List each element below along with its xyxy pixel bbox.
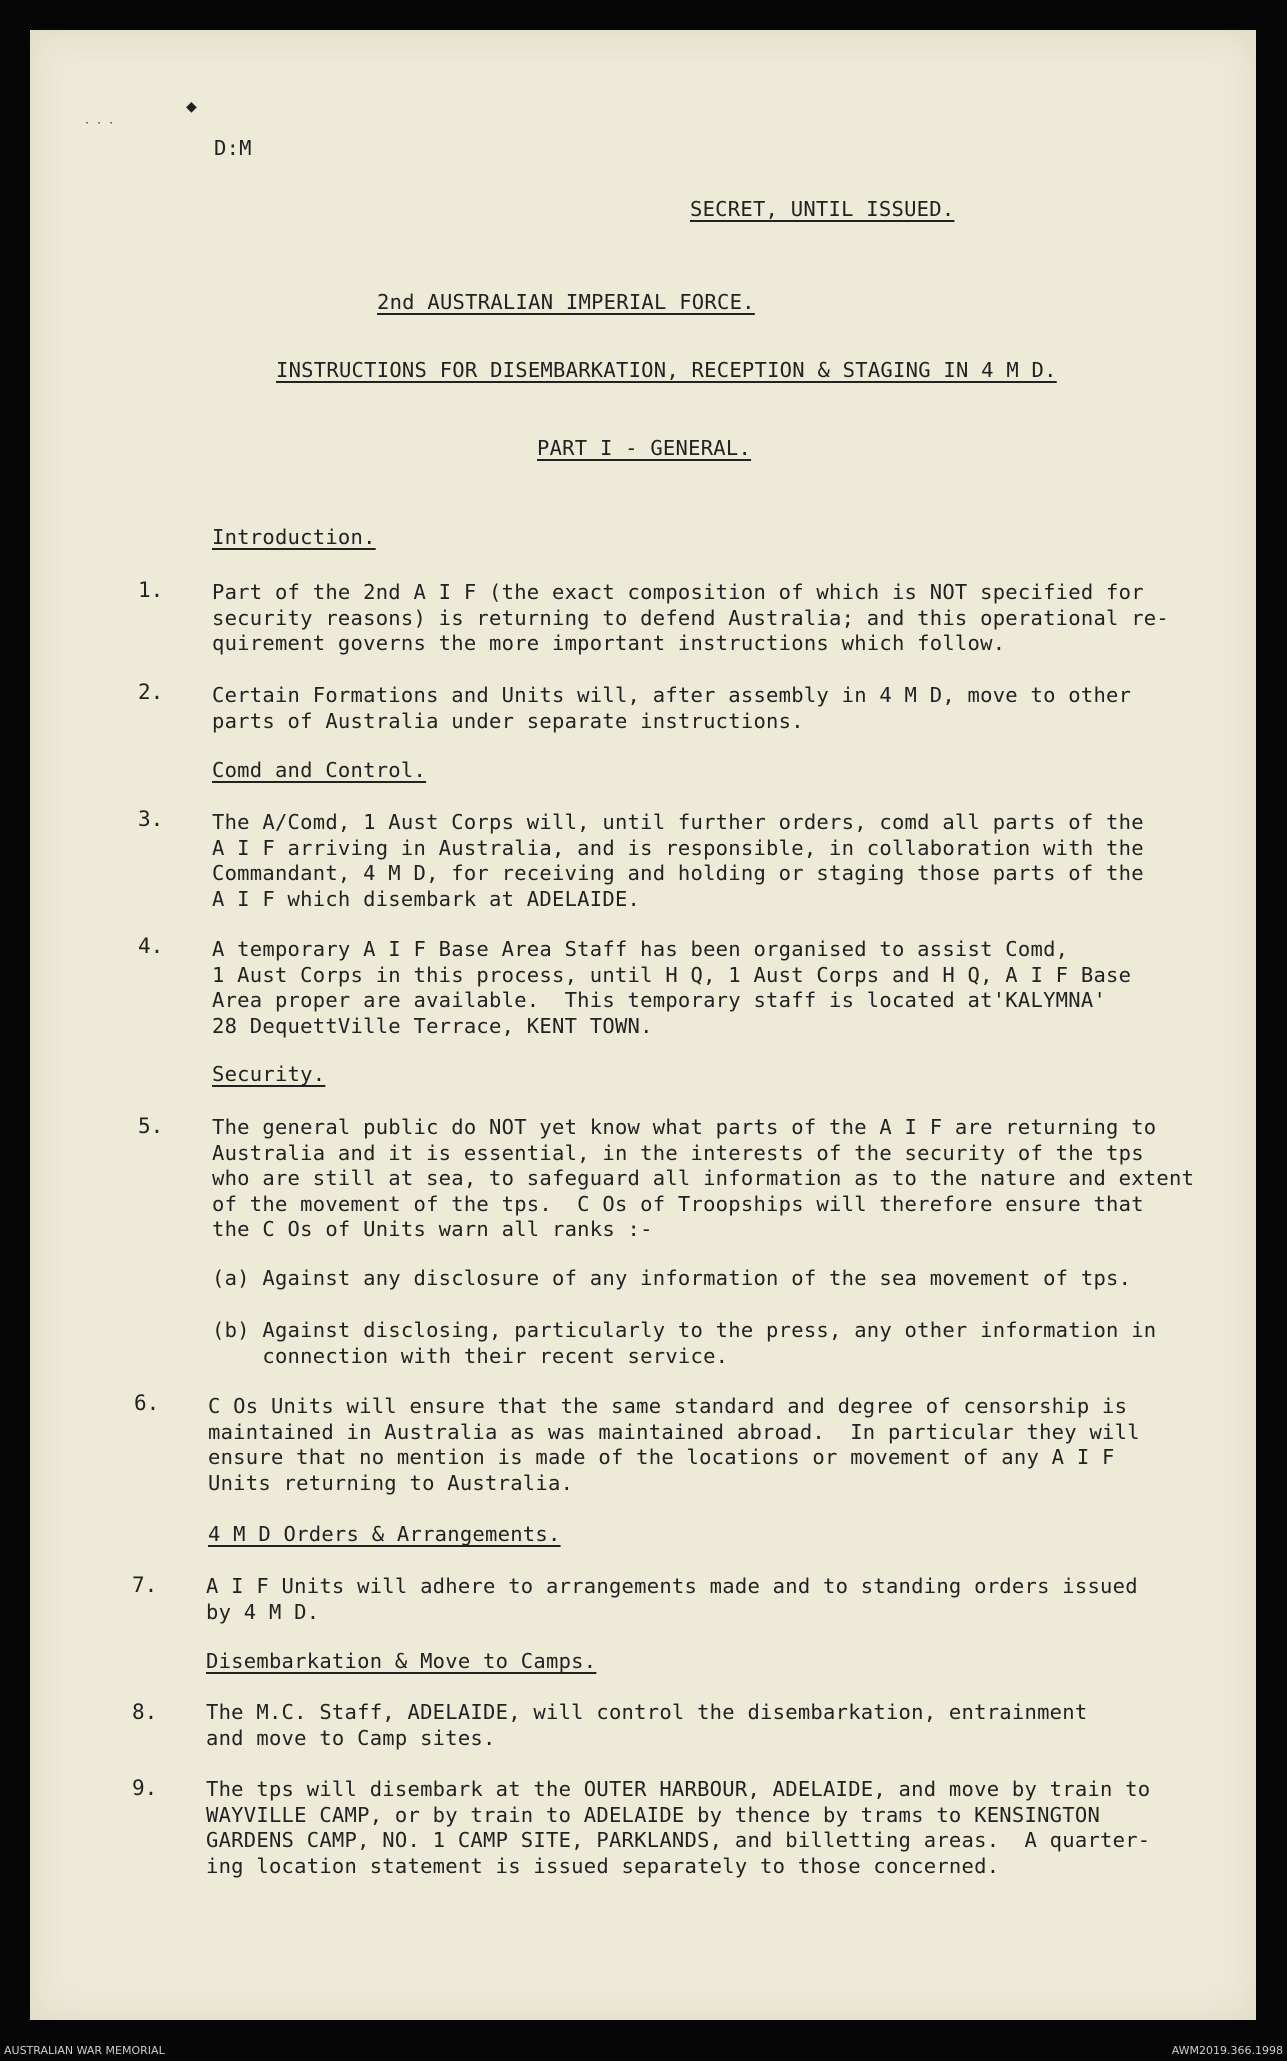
section-heading-orders: 4 M D Orders & Arrangements. [208,1522,561,1546]
ink-mark: · · · [84,118,115,129]
paragraph-number: 8. [132,1700,158,1724]
classification: SECRET, UNTIL ISSUED. [690,197,955,221]
sub-paragraph-a: (a) Against any disclosure of any information of the sea movement of tps. [212,1266,1132,1290]
paragraph-number: 4. [138,934,164,958]
sub-paragraph-b: (b) Against disclosing, particularly to the press, any other information in connection with their recent service. [212,1318,1157,1368]
paragraph-text: The A/Comd, 1 Aust Corps will, until further orders, comd all parts of the A I F arriving in Australia, and is responsible, in collaboration with the Commandant, 4 M D, for receiving and holding or staging those parts of the A I F which disembark at ADELAIDE. [212,810,1144,911]
paragraph-text: C Os Units will ensure that the same standard and degree of censorship is maintained in Australia as was maintained abroad. In particular they will ensure that no mention is made of the locations or movement of any A I F Units returning to Australia. [208,1394,1140,1495]
paragraph-number: 2. [138,680,164,704]
document-subtitle: INSTRUCTIONS FOR DISEMBARKATION, RECEPTION & STAGING IN 4 M D. [276,358,1057,382]
paragraph-text: The general public do NOT yet know what parts of the A I F are returning to Australia and it is essential, in the interests of the security of the tps who are still at sea, to safeguard all information as to the nature and extent of the movement of the tps. C Os of Troopships will therefore ensure that the C Os of Units warn all ranks :- [212,1115,1195,1241]
paragraph-text: The M.C. Staff, ADELAIDE, will control the disembarkation, entrainment and move to Camp sites. [206,1700,1088,1750]
paragraph-number: 5. [138,1114,164,1138]
paragraph-number: 1. [138,578,164,602]
paragraph-number: 7. [132,1573,158,1597]
paragraph-number: 9. [132,1776,158,1800]
document-title: 2nd AUSTRALIAN IMPERIAL FORCE. [377,290,755,314]
paragraph-text: A I F Units will adhere to arrangements made and to standing orders issued by 4 M D. [206,1574,1138,1624]
footer-credit: AUSTRALIAN WAR MEMORIAL [4,2044,165,2057]
ink-mark: ◆ [186,96,197,117]
part-heading: PART I - GENERAL. [537,436,752,460]
paragraph-text: The tps will disembark at the OUTER HARBOUR, ADELAIDE, and move by train to WAYVILLE CAMP, or by train to ADELAIDE by thence by trams to KENSINGTON GARDENS CAMP, NO. 1 CAMP SITE, PARKLANDS, and billetting areas. A quarter- ing location statement is issued separately to those concerned. [206,1777,1151,1878]
section-heading-disembarkation: Disembarkation & Move to Camps. [206,1649,597,1673]
document-ref: D:M [214,136,252,160]
footer-accession: AWM2019.366.1998 [1171,2044,1283,2057]
section-heading-comd: Comd and Control. [212,758,427,782]
paragraph-number: 6. [134,1391,160,1415]
section-heading-introduction: Introduction. [212,525,376,549]
paragraph-text: A temporary A I F Base Area Staff has been organised to assist Comd, 1 Aust Corps in this process, until H Q, 1 Aust Corps and H Q, A I F Base Area proper are available. This temporary staff is located at'KALYMNA' 28 DequettVille Terrace, KENT TOWN. [212,937,1132,1038]
section-heading-security: Security. [212,1062,326,1086]
paragraph-text: Part of the 2nd A I F (the exact composition of which is NOT specified for security reasons) is returning to defend Australia; and this operational re- quirement governs the more important instructions which follow. [212,580,1169,655]
paragraph-text: Certain Formations and Units will, after assembly in 4 M D, move to other parts of Australia under separate instructions. [212,683,1132,733]
paragraph-number: 3. [138,807,164,831]
